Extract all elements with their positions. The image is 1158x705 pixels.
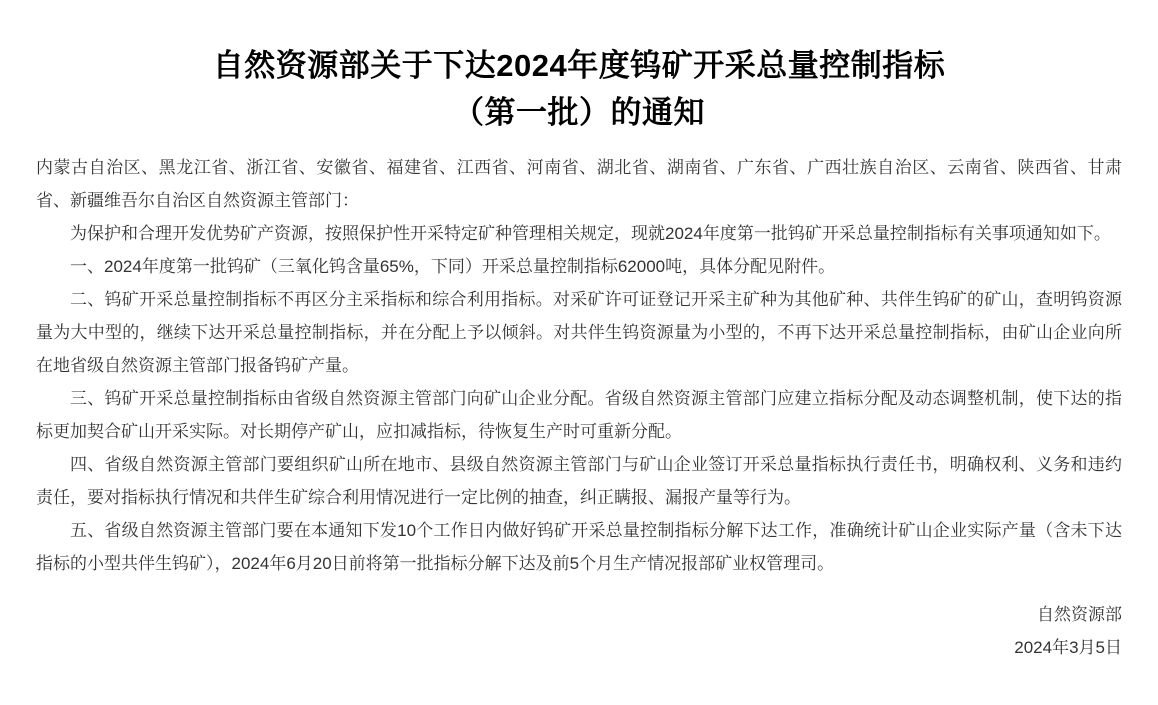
paragraph-item-2: 二、钨矿开采总量控制指标不再区分主采指标和综合利用指标。对采矿许可证登记开采主矿种为其他矿种、共伴生钨矿的矿山，查明钨资源量为大中型的，继续下达开采总量控制指标，并在分配上予以倾斜。对共伴生钨资源量为小型的，不再下达开采总量控制指标，由矿山企业向所在地省级自然资源主管部门报备钨矿产量。 bbox=[36, 290, 1122, 375]
paragraph-item-1: 一、2024年度第一批钨矿（三氧化钨含量65%，下同）开采总量控制指标62000吨，具体分配见附件。 bbox=[70, 257, 836, 276]
paragraph-preamble: 为保护和合理开发优势矿产资源，按照保护性开采特定矿种管理相关规定，现就2024年度第一批钨矿开采总量控制指标有关事项通知如下。 bbox=[70, 224, 1111, 243]
signature-date: 2024年3月5日 bbox=[1014, 638, 1122, 657]
paragraph-item-4: 四、省级自然资源主管部门要组织矿山所在地市、县级自然资源主管部门与矿山企业签订开采总量指标执行责任书，明确权利、义务和违约责任，要对指标执行情况和共伴生矿综合利用情况进行一定比例的抽查，纠正瞒报、漏报产量等行为。 bbox=[36, 455, 1122, 507]
signature-block bbox=[36, 598, 1122, 664]
recipients-salutation: 内蒙古自治区、黑龙江省、浙江省、安徽省、福建省、江西省、河南省、湖北省、湖南省、广东省、广西壮族自治区、云南省、陕西省、甘肃省、新疆维吾尔自治区自然资源主管部门： bbox=[36, 158, 1122, 210]
signature-name: 自然资源部 bbox=[1037, 605, 1122, 624]
paragraph-item-5: 五、省级自然资源主管部门要在本通知下发10个工作日内做好钨矿开采总量控制指标分解下达工作，准确统计矿山企业实际产量（含未下达指标的小型共伴生钨矿），2024年6月20日前将第一批指标分解下达及前5个月生产情况报部矿业权管理司。 bbox=[36, 521, 1122, 573]
paragraph-item-3: 三、钨矿开采总量控制指标由省级自然资源主管部门向矿山企业分配。省级自然资源主管部门应建立指标分配及动态调整机制，使下达的指标更加契合矿山开采实际。对长期停产矿山，应扣减指标，待恢复生产时可重新分配。 bbox=[36, 389, 1122, 441]
notice-title bbox=[36, 42, 1122, 136]
notice-title-line2: （第一批）的通知 bbox=[453, 95, 705, 130]
notice-title-line1: 自然资源部关于下达2024年度钨矿开采总量控制指标 bbox=[212, 48, 946, 83]
notice-document bbox=[0, 42, 1158, 705]
notice-body bbox=[36, 151, 1122, 580]
